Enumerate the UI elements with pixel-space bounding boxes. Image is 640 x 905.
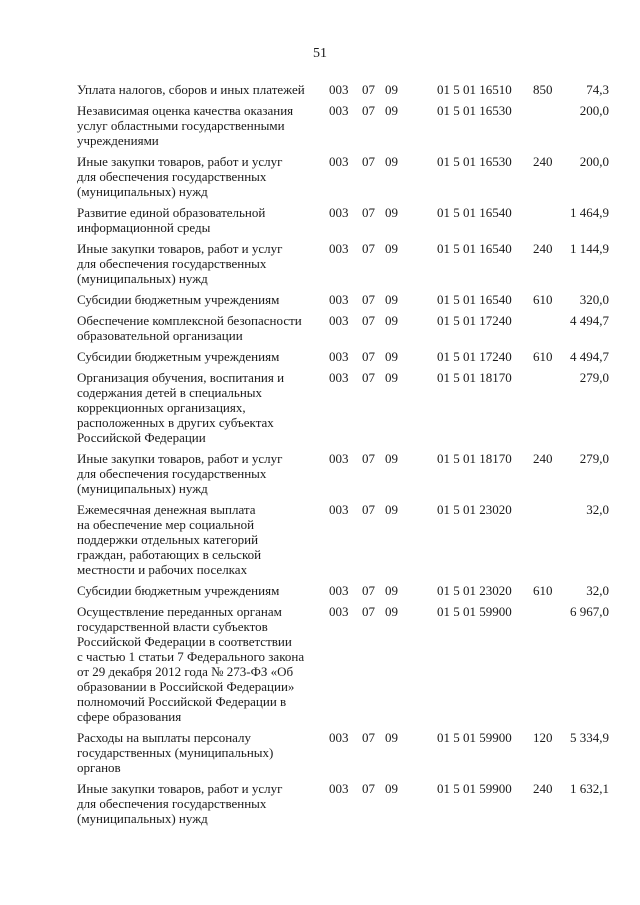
expense-name-line: Иные закупки товаров, работ и услуг: [77, 241, 283, 256]
target-article-cell: 01 5 01 23020: [437, 583, 512, 598]
expense-type-cell: 610: [533, 583, 553, 598]
table-row: [77, 781, 609, 832]
table-row: [77, 292, 609, 313]
amount-cell: 32,0: [586, 583, 609, 598]
amount-cell: 1 464,9: [570, 205, 609, 220]
expense-name-cell: [77, 502, 329, 583]
target-article-cell: 01 5 01 59900: [437, 604, 512, 619]
subsection-code-cell: 09: [385, 292, 398, 307]
ministry-code-cell: 003: [329, 103, 349, 118]
expense-name-cell: [77, 205, 329, 241]
ministry-code-cell: 003: [329, 451, 349, 466]
expense-name-line: Иные закупки товаров, работ и услуг: [77, 781, 283, 796]
expense-type-cell: 240: [533, 781, 553, 796]
expense-name-cell: [77, 349, 329, 370]
ministry-code-cell: 003: [329, 154, 349, 169]
expense-type-cell: [533, 502, 563, 583]
table-row: [77, 241, 609, 292]
expense-name-line: содержания детей в специальных: [77, 385, 263, 400]
ministry-code-cell: 003: [329, 205, 349, 220]
ministry-code-cell: 003: [329, 349, 349, 364]
target-article-cell: 01 5 01 18170: [437, 370, 512, 385]
subsection-code-cell: 09: [385, 502, 398, 517]
expense-name-line: образовании в Российской Федерации»: [77, 679, 295, 694]
page-number: 51: [313, 46, 327, 61]
expense-name-line: (муниципальных) нужд: [77, 811, 208, 826]
expense-name-line: для обеспечения государственных: [77, 169, 267, 184]
expense-name-cell: [77, 781, 329, 832]
table-row: [77, 313, 609, 349]
expense-name-line: государственных (муниципальных): [77, 745, 274, 760]
expense-type-cell: [533, 313, 563, 349]
table-row: [77, 604, 609, 730]
table-row: [77, 370, 609, 451]
expense-name-line: Иные закупки товаров, работ и услуг: [77, 451, 283, 466]
target-article-cell: 01 5 01 16540: [437, 292, 512, 307]
expense-type-cell: 240: [533, 154, 553, 169]
ministry-code-cell: 003: [329, 583, 349, 598]
section-code-cell: 07: [362, 205, 375, 220]
table-row: [77, 349, 609, 370]
expense-name-line: Расходы на выплаты персоналу: [77, 730, 252, 745]
expense-name-line: Независимая оценка качества оказания: [77, 103, 294, 118]
amount-cell: 279,0: [579, 370, 609, 385]
target-article-cell: 01 5 01 16540: [437, 205, 512, 220]
amount-cell: 5 334,9: [570, 730, 609, 745]
subsection-code-cell: 09: [385, 313, 398, 328]
ministry-code-cell: 003: [329, 370, 349, 385]
expense-name-cell: [77, 292, 329, 313]
section-code-cell: 07: [362, 451, 375, 466]
subsection-code-cell: 09: [385, 82, 398, 97]
target-article-cell: 01 5 01 16540: [437, 241, 512, 256]
expense-type-cell: 610: [533, 292, 553, 307]
expense-name-line: образовательной организации: [77, 328, 243, 343]
table-row: [77, 205, 609, 241]
expense-name-line: на обеспечение мер социальной: [77, 517, 255, 532]
target-article-cell: 01 5 01 59900: [437, 730, 512, 745]
expense-name-line: информационной среды: [77, 220, 211, 235]
target-article-cell: 01 5 01 16510: [437, 82, 512, 97]
expense-name-line: Уплата налогов, сборов и иных платежей: [77, 82, 305, 97]
expense-name-line: от 29 декабря 2012 года № 273-ФЗ «Об: [77, 664, 294, 679]
ministry-code-cell: 003: [329, 781, 349, 796]
expense-name-line: Развитие единой образовательной: [77, 205, 266, 220]
section-code-cell: 07: [362, 502, 375, 517]
subsection-code-cell: 09: [385, 730, 398, 745]
expense-name-line: Российской Федерации: [77, 430, 206, 445]
amount-cell: 320,0: [579, 292, 609, 307]
section-code-cell: 07: [362, 349, 375, 364]
expense-type-cell: [533, 205, 563, 241]
target-article-cell: 01 5 01 18170: [437, 451, 512, 466]
subsection-code-cell: 09: [385, 781, 398, 796]
expense-type-cell: [533, 370, 563, 451]
subsection-code-cell: 09: [385, 583, 398, 598]
expense-name-line: Осуществление переданных органам: [77, 604, 282, 619]
target-article-cell: 01 5 01 23020: [437, 502, 512, 517]
expense-name-cell: [77, 82, 329, 103]
target-article-cell: 01 5 01 16530: [437, 154, 512, 169]
amount-cell: 200,0: [579, 154, 609, 169]
expense-name-line: государственной власти субъектов: [77, 619, 268, 634]
subsection-code-cell: 09: [385, 103, 398, 118]
expense-name-line: расположенных в других субъектах: [77, 415, 274, 430]
subsection-code-cell: 09: [385, 154, 398, 169]
expense-name-line: Иные закупки товаров, работ и услуг: [77, 154, 283, 169]
budget-table: [77, 82, 609, 832]
expense-type-cell: [533, 103, 563, 154]
table-row: [77, 730, 609, 781]
table-row: [77, 583, 609, 604]
expense-name-line: для обеспечения государственных: [77, 796, 267, 811]
expense-name-cell: [77, 313, 329, 349]
subsection-code-cell: 09: [385, 205, 398, 220]
table-row: [77, 103, 609, 154]
expense-name-line: Организация обучения, воспитания и: [77, 370, 285, 385]
section-code-cell: 07: [362, 781, 375, 796]
expense-name-cell: [77, 730, 329, 781]
target-article-cell: 01 5 01 16530: [437, 103, 512, 118]
expense-name-line: с частью 1 статьи 7 Федерального закона: [77, 649, 305, 664]
expense-name-line: поддержки отдельных категорий: [77, 532, 259, 547]
amount-cell: 74,3: [586, 82, 609, 97]
table-row: [77, 502, 609, 583]
table-row: [77, 451, 609, 502]
subsection-code-cell: 09: [385, 241, 398, 256]
expense-name-line: (муниципальных) нужд: [77, 481, 208, 496]
expense-name-cell: [77, 451, 329, 502]
expense-name-line: Субсидии бюджетным учреждениям: [77, 583, 280, 598]
ministry-code-cell: 003: [329, 604, 349, 619]
target-article-cell: 01 5 01 17240: [437, 313, 512, 328]
expense-name-line: Субсидии бюджетным учреждениям: [77, 349, 280, 364]
expense-name-line: местности и рабочих поселках: [77, 562, 248, 577]
amount-cell: 4 494,7: [570, 349, 609, 364]
section-code-cell: 07: [362, 241, 375, 256]
ministry-code-cell: 003: [329, 241, 349, 256]
section-code-cell: 07: [362, 313, 375, 328]
expense-type-cell: 120: [533, 730, 553, 745]
expense-name-cell: [77, 583, 329, 604]
expense-name-line: органов: [77, 760, 121, 775]
amount-cell: 6 967,0: [570, 604, 609, 619]
expense-name-line: для обеспечения государственных: [77, 256, 267, 271]
ministry-code-cell: 003: [329, 730, 349, 745]
expense-name-line: коррекционных организациях,: [77, 400, 246, 415]
expense-type-cell: 240: [533, 241, 553, 256]
ministry-code-cell: 003: [329, 292, 349, 307]
section-code-cell: 07: [362, 103, 375, 118]
ministry-code-cell: 003: [329, 82, 349, 97]
table-row: [77, 154, 609, 205]
amount-cell: 1 632,1: [570, 781, 609, 796]
expense-name-line: полномочий Российской Федерации в: [77, 694, 287, 709]
expense-name-line: учреждениями: [77, 133, 159, 148]
ministry-code-cell: 003: [329, 502, 349, 517]
expense-type-cell: 850: [533, 82, 553, 97]
expense-name-line: Обеспечение комплексной безопасности: [77, 313, 302, 328]
amount-cell: 279,0: [579, 451, 609, 466]
subsection-code-cell: 09: [385, 604, 398, 619]
section-code-cell: 07: [362, 370, 375, 385]
expense-type-cell: 610: [533, 349, 553, 364]
expense-name-cell: [77, 241, 329, 292]
section-code-cell: 07: [362, 604, 375, 619]
expense-name-line: сфере образования: [77, 709, 182, 724]
subsection-code-cell: 09: [385, 349, 398, 364]
expense-name-cell: [77, 604, 329, 730]
ministry-code-cell: 003: [329, 313, 349, 328]
amount-cell: 32,0: [586, 502, 609, 517]
expense-type-cell: [533, 604, 563, 730]
table-row: [77, 82, 609, 103]
expense-name-line: (муниципальных) нужд: [77, 184, 208, 199]
section-code-cell: 07: [362, 292, 375, 307]
expense-name-line: (муниципальных) нужд: [77, 271, 208, 286]
expense-name-line: Субсидии бюджетным учреждениям: [77, 292, 280, 307]
subsection-code-cell: 09: [385, 451, 398, 466]
amount-cell: 1 144,9: [570, 241, 609, 256]
target-article-cell: 01 5 01 17240: [437, 349, 512, 364]
expense-name-cell: [77, 370, 329, 451]
expense-name-cell: [77, 154, 329, 205]
expense-name-line: Российской Федерации в соответствии: [77, 634, 292, 649]
expense-name-line: Ежемесячная денежная выплата: [77, 502, 256, 517]
expense-name-line: услуг областными государственными: [77, 118, 285, 133]
amount-cell: 200,0: [579, 103, 609, 118]
amount-cell: 4 494,7: [570, 313, 609, 328]
expense-name-line: граждан, работающих в сельской: [77, 547, 262, 562]
section-code-cell: 07: [362, 583, 375, 598]
section-code-cell: 07: [362, 154, 375, 169]
expense-name-line: для обеспечения государственных: [77, 466, 267, 481]
subsection-code-cell: 09: [385, 370, 398, 385]
budget-table-body: [77, 82, 609, 832]
expense-type-cell: 240: [533, 451, 553, 466]
section-code-cell: 07: [362, 82, 375, 97]
expense-name-cell: [77, 103, 329, 154]
section-code-cell: 07: [362, 730, 375, 745]
target-article-cell: 01 5 01 59900: [437, 781, 512, 796]
